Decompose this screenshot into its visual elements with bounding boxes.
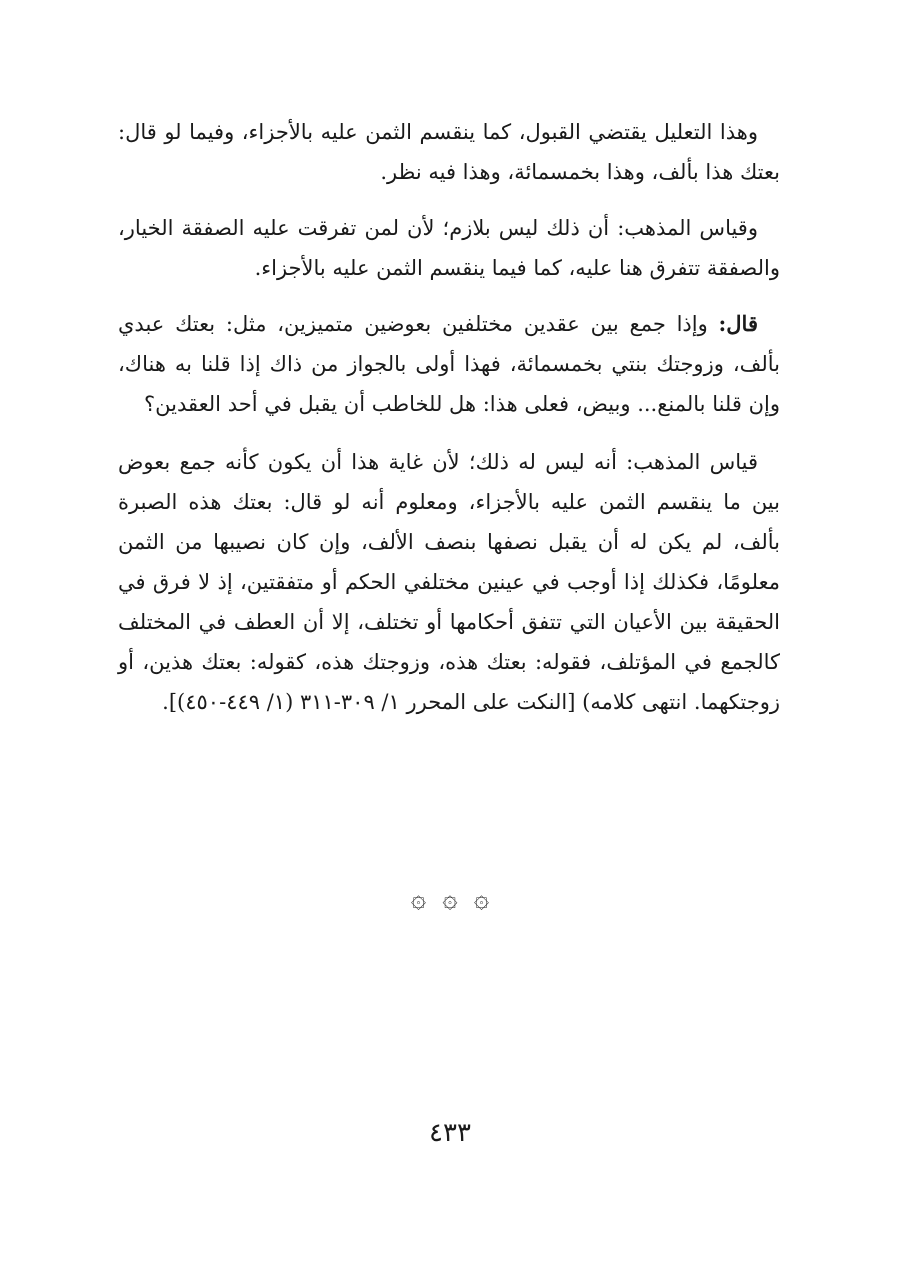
section-ornaments bbox=[0, 884, 900, 914]
paragraph-3 bbox=[118, 304, 780, 424]
paragraph-3-text: وإذا جمع بين عقدين مختلفين بعوضين متميزين، مثل: بعتك عبدي بألف، وزوجتك بنتي بخمسمائة، فهذا أولى بالجواز من ذاك إذا قلنا به هناك، وإن قلنا بالمنع... وبيض، فعلى هذا: هل للخاطب أن يقبل في أحد العقدين؟ bbox=[118, 312, 780, 416]
paragraph-4 bbox=[118, 442, 780, 722]
ornament-icon: ۞ bbox=[410, 884, 427, 914]
paragraph-2 bbox=[118, 208, 780, 288]
ornament-icon: ۞ bbox=[473, 884, 490, 914]
page-number: ٤٣٣ bbox=[429, 1118, 471, 1148]
ornament-icon: ۞ bbox=[442, 884, 458, 914]
paragraph-4-text: قياس المذهب: أنه ليس له ذلك؛ لأن غاية هذا أن يكون كأنه جمع بعوض بين ما ينقسم الثمن عليه بالأجزاء، ومعلوم أنه لو قال: بعتك هذه الصبرة بألف، لم يكن له أن يقبل نصفها بنصف الألف، وإن كان نصيبها من الثمن معلومًا، فكذلك إذا أوجب في عينين مختلفي الحكم أو متفقتين، إذ لا فرق في الحقيقة بين الأعيان التي تتفق أحكامها أو تختلف، إلا أن العطف في المختلف كالجمع في المؤتلف، فقوله: بعتك هذه، وزوجتك هذه، كقوله: بعتك هذين، أو زوجتكهما. انتهى كلامه) [النكت على المحرر ١/ ٣٠٩-٣١١ (١/ ٤٤٩-٤٥٠)]. bbox=[118, 450, 780, 714]
paragraph-2-text: وقياس المذهب: أن ذلك ليس بلازم؛ لأن لمن تفرقت عليه الصفقة الخيار، والصفقة تتفرق هنا عليه، كما فيما ينقسم الثمن عليه بالأجزاء. bbox=[118, 216, 780, 280]
paragraph-1 bbox=[118, 112, 780, 192]
page-body bbox=[118, 112, 780, 738]
paragraph-1-text: وهذا التعليل يقتضي القبول، كما ينقسم الثمن عليه بالأجزاء، وفيما لو قال: بعتك هذا بألف، وهذا بخمسمائة، وهذا فيه نظر. bbox=[118, 120, 780, 184]
paragraph-3-lead: قال: bbox=[718, 311, 758, 336]
